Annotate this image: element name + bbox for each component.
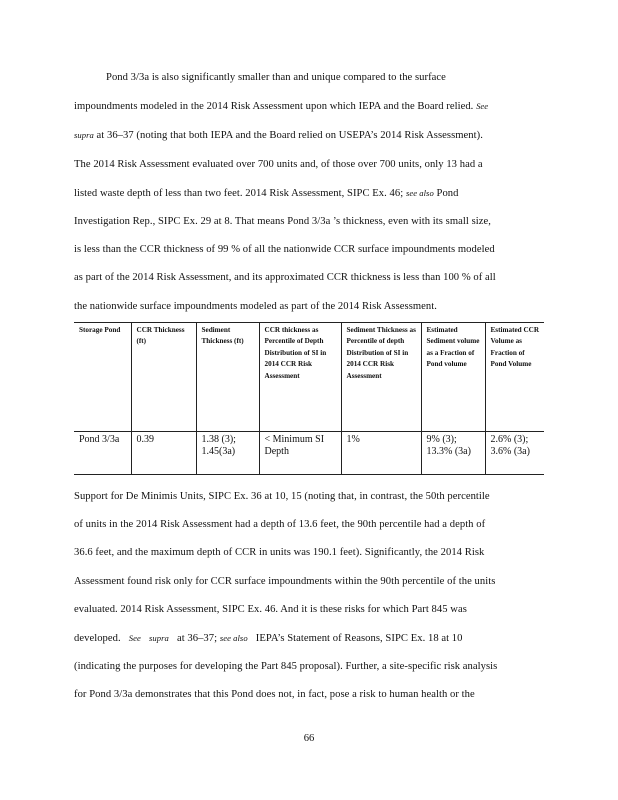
cell-storage-pond: Pond 3/3a (74, 432, 131, 475)
cite-pin-2: at 36–37; (176, 633, 218, 645)
cite-supra-1: supra (74, 130, 94, 141)
p1-line-5-text: listed waste depth of less than two feet. 2014 Risk Assessment, SIPC Ex. 46; (74, 187, 406, 199)
p2-line-1: Support for De Minimis Units, SIPC Ex. 36 at 10, 15 (noting that, in contrast, the 50th percentile (74, 491, 490, 502)
table-header-row (74, 323, 544, 432)
p1-line-8: as part of the 2014 Risk Assessment, and its approximated CCR thickness is less than 100 % of all (74, 272, 496, 284)
p1-line-5-pond: Pond (436, 187, 459, 199)
cell-sediment-thickness: 1.38 (3); 1.45(3a) (196, 432, 259, 475)
header-sediment-percentile: Sediment Thickness as Percentile of depth Distribution of SI in 2014 CCR Risk Assessment (341, 323, 421, 432)
p1-line-6: Investigation Rep., SIPC Ex. 29 at 8. That means Pond 3/3a ’s thickness, even with its small size, (74, 216, 491, 228)
cite-see-2: See (128, 633, 141, 644)
p2-line-6-text: developed. (74, 633, 121, 645)
header-ccr-volume-fraction: Estimated CCR Volume as Fraction of Pond Volume (485, 323, 544, 432)
p2-line-2: of units in the 2014 Risk Assessment had a depth of 13.6 feet, the 90th percentile had a depth of (74, 519, 486, 531)
p2-line-7: (indicating the purposes for developing the Part 845 proposal). Further, a site-specific risk analysis (74, 661, 498, 673)
p1-line-1: Pond 3/3a is also significantly smaller than and unique compared to the surface (106, 72, 446, 83)
p1-line-7: is less than the CCR thickness of 99 % of all the nationwide CCR surface impoundments modeled (74, 244, 495, 256)
cell-ccr-thickness: 0.39 (131, 432, 196, 475)
p2-line-6-rest: IEPA’s Statement of Reasons, SIPC Ex. 18 at 10 (255, 633, 463, 645)
cite-see-also-2: see also (219, 633, 248, 644)
paragraph-1 (74, 64, 544, 321)
page-number: 66 (303, 733, 315, 744)
table-row (74, 432, 544, 475)
cell-ccr-volume-fraction: 2.6% (3); 3.6% (3a) (485, 432, 544, 475)
p1-line-9: the nationwide surface impoundments modeled as part of the 2014 Risk Assessment. (74, 300, 437, 312)
p1-line-5 (74, 179, 544, 208)
p1-line-4: The 2014 Risk Assessment evaluated over 700 units and, of those over 700 units, only 13 had a (74, 158, 483, 170)
p2-line-8: for Pond 3/3a demonstrates that this Pond does not, in fact, pose a risk to human health or the (74, 689, 475, 701)
header-sediment-thickness: Sediment Thickness (ft) (196, 323, 259, 432)
p2-line-6 (74, 624, 544, 653)
pond-data-table (74, 322, 544, 475)
header-sediment-volume-fraction: Estimated Sediment volume as a Fraction of Pond volume (421, 323, 485, 432)
cite-supra-2: supra (148, 633, 169, 644)
p1-line-2-text: impoundments modeled in the 2014 Risk Assessment upon which IEPA and the Board relied. (74, 101, 477, 113)
cite-see-also-1: see also (405, 187, 434, 198)
cell-sediment-volume-fraction: 9% (3); 13.3% (3a) (421, 432, 485, 475)
cite-see-1: See (476, 101, 489, 112)
cell-sediment-percentile: 1% (341, 432, 421, 475)
header-ccr-thickness: CCR Thickness (ft) (131, 323, 196, 432)
p2-line-3: 36.6 feet, and the maximum depth of CCR in units was 190.1 feet). Significantly, the 2014 Risk (74, 547, 485, 559)
p1-line-3 (74, 121, 544, 150)
header-ccr-percentile: CCR thickness as Percentile of Depth Distribution of SI in 2014 CCR Risk Assessment (259, 323, 341, 432)
paragraph-2 (74, 483, 544, 710)
cell-ccr-percentile: < Minimum SI Depth (259, 432, 341, 475)
p1-line-3-text: at 36–37 (noting that both IEPA and the Board relied on USEPA’s 2014 Risk Assessment). (96, 130, 483, 142)
p1-line-2 (74, 92, 544, 121)
header-storage-pond: Storage Pond (74, 323, 131, 432)
p2-line-4: Assessment found risk only for CCR surface impoundments within the 90th percentile of the units (74, 575, 496, 587)
p2-line-5: evaluated. 2014 Risk Assessment, SIPC Ex. 46. And it is these risks for which Part 845 was (74, 603, 467, 615)
